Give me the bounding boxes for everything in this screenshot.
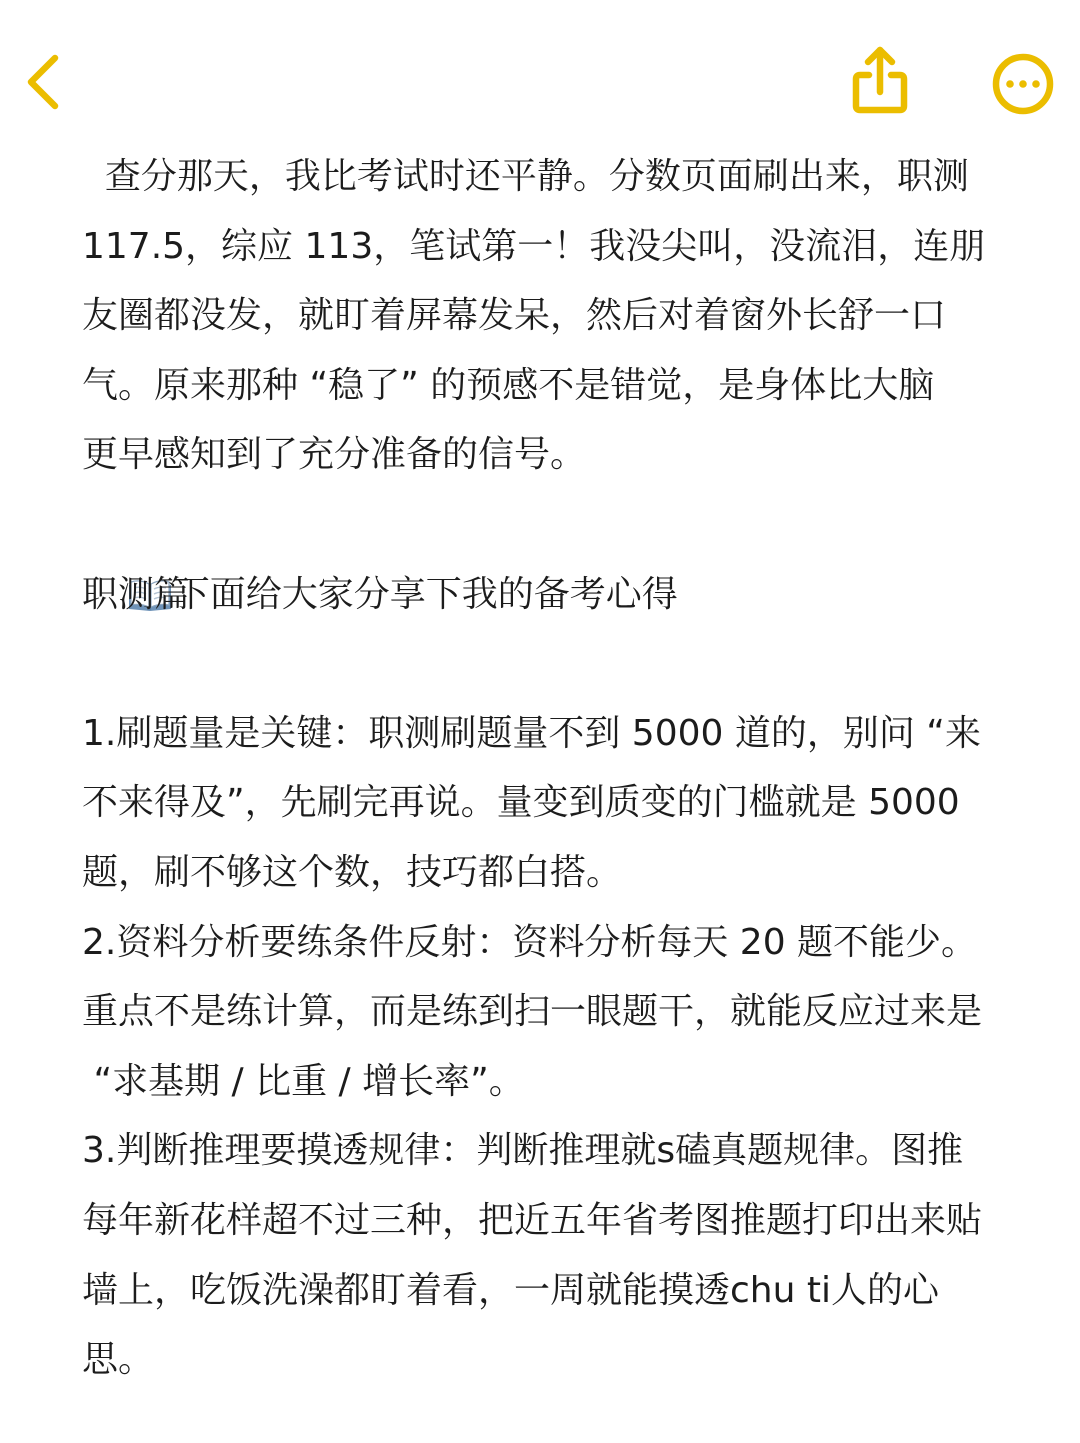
note-line: 友圈都没发，就盯着屏幕发呆，然后对着窗外长舒一口 (82, 295, 947, 337)
note-line: 117.5，综应 113，笔试第一！我没尖叫，没流泪，连朋 (82, 225, 986, 267)
note-line: 不来得及”，先刷完再说。量变到质变的门槛就是 5000 (82, 782, 960, 824)
intro-paragraph (82, 142, 1042, 490)
section-title: 职测篇 (82, 573, 191, 615)
note-line: 题，刷不够这个数，技巧都白搭。 (82, 851, 623, 893)
note-line: 重点不是练计算，而是练到扫一眼题干，就能反应过来是 (82, 991, 983, 1033)
note-line: “求基期 / 比重 / 增长率”。 (82, 1060, 525, 1102)
note-content (82, 142, 1042, 1395)
top-toolbar (0, 0, 1080, 130)
note-line: 每年新花样超不过三种，把近五年省考图推题打印出来贴 (82, 1199, 983, 1241)
share-icon[interactable] (846, 40, 914, 120)
note-line: 3.判断推理要摸透规律：判断推理就s磕真题规律。图推 (82, 1130, 964, 1172)
note-line: 2.资料分析要练条件反射：资料分析每天 20 题不能少。 (82, 921, 978, 963)
note-line: 更早感知到了充分准备的信号。 (82, 434, 587, 476)
tip-paragraph-3 (82, 1116, 1042, 1394)
chevron-left-icon[interactable] (20, 48, 68, 116)
share-heading-text: 下面给大家分享下我的备考心得 (173, 573, 678, 615)
note-line: 墙上，吃饭洗澡都盯着看，一周就能摸透chu ti人的心 (82, 1269, 939, 1311)
more-circle-icon[interactable] (988, 49, 1058, 119)
share-button[interactable] (846, 40, 914, 120)
note-line: 1.刷题量是关键：职测刷题量不到 5000 道的，别问 “来 (82, 712, 981, 754)
note-line: 气。原来那种 “稳了” 的预感不是错觉，是身体比大脑 (82, 364, 935, 406)
back-button[interactable] (20, 48, 68, 116)
blank-line (82, 629, 1042, 699)
tip-paragraph-2 (82, 908, 1042, 1117)
more-button[interactable] (988, 49, 1058, 119)
tip-paragraph-1 (82, 699, 1042, 908)
note-line: 查分那天，我比考试时还平静。分数页面刷出来，职测 (82, 156, 969, 197)
note-line: 思。 (82, 1339, 155, 1381)
